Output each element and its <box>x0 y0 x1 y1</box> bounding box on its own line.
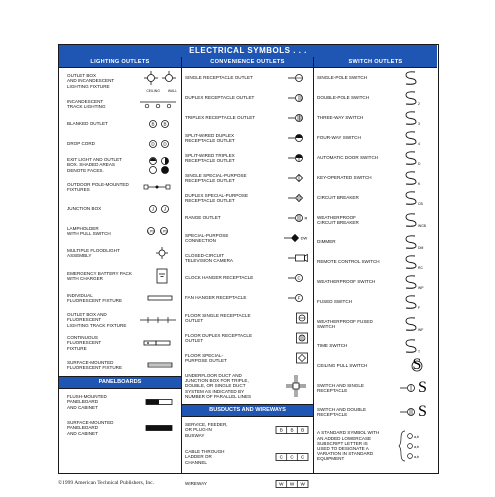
list-item <box>59 198 181 220</box>
variant-symbol <box>408 454 413 459</box>
switch-double-receptacle-icon <box>399 405 429 419</box>
switch-subscript: F <box>418 306 421 310</box>
item-label: FUSED SWITCH <box>317 299 352 305</box>
item-label: MULTIPLE FLOODLIGHT ASSEMBLY <box>67 247 120 258</box>
four-way-switch-icon <box>403 130 429 146</box>
item-label: DOUBLE-POLE SWITCH <box>317 95 370 101</box>
symbol-letter: B <box>290 427 294 433</box>
item-label: EMERGENCY BATTERY PACK WITH CHARGER <box>67 270 132 281</box>
variant-symbol <box>408 444 413 449</box>
item-label: FLOOR DUPLEX RECEPTACLE OUTLET <box>185 332 253 343</box>
list-item <box>182 208 313 228</box>
item-label: TIME SWITCH <box>317 343 348 349</box>
item-label: FLUSH-MOUNTED PANELBOARD AND CABINET <box>67 394 107 410</box>
symbol-letter: L PS <box>160 229 168 234</box>
list-item <box>59 288 181 308</box>
list-item <box>182 228 313 248</box>
time-switch-icon <box>403 338 429 354</box>
list-item <box>59 154 181 176</box>
dimmer-icon <box>403 234 429 250</box>
floor-special-icon <box>295 352 309 364</box>
switch-subscript: 3 <box>418 122 420 126</box>
item-label: EXIT LIGHT AND OUTLET BOX. SHADED AREAS DENOTE FACES. <box>67 157 122 173</box>
item-label: WEATHERPROOF FUSED SWITCH <box>317 318 373 329</box>
list-item <box>314 252 437 272</box>
remote-switch-icon <box>403 254 429 270</box>
switch-s-glyph <box>406 132 416 144</box>
clock-hanger-icon <box>287 273 309 283</box>
switch-header: SWITCH OUTLETS <box>314 57 437 68</box>
item-label: CABLE THROUGH LADDER OR CHANNEL <box>185 449 225 465</box>
symbol-letter: R <box>304 215 308 221</box>
list-item <box>314 188 437 208</box>
symbol-letter: D <box>151 141 155 147</box>
battery-pack-icon <box>155 267 169 285</box>
switch-single-receptacle-icon <box>399 381 429 395</box>
switch-s-glyph <box>406 256 416 268</box>
symbol-letter: W <box>300 481 305 487</box>
switch-s-glyph <box>406 72 416 84</box>
list-item <box>59 354 181 376</box>
switch-s-glyph <box>406 192 416 204</box>
blanked-outlet-icon <box>147 118 171 130</box>
item-label: INDIVIDUAL FLUORESCENT FIXTURE <box>67 292 123 303</box>
item-label: BLANKED OUTLET <box>67 121 108 127</box>
split-duplex-icon <box>287 133 309 143</box>
list-item <box>182 348 313 368</box>
subscript-letters: a,b <box>414 435 419 439</box>
item-label: SINGLE RECEPTACLE OUTLET <box>185 75 253 81</box>
item-label: UNDERFLOOR DUCT AND JUNCTION BOX FOR TRIPLE, DOUBLE, OR SINGLE DUCT SYSTEM AS INDICATED BY NUMBER OF PARALLEL LINES <box>185 372 252 399</box>
floodlight-icon <box>155 246 169 260</box>
special-connection-icon <box>283 233 309 243</box>
symbol-letter: B <box>163 121 167 127</box>
item-label: OUTDOOR POLE-MOUNTED FIXTURES <box>67 181 129 192</box>
continuous-fluorescent-icon <box>143 339 173 347</box>
wp-circuit-breaker-icon <box>403 212 429 228</box>
symbol-letter: B <box>279 427 283 433</box>
item-label: SURFACE-MOUNTED FLUORESCENT FIXTURE <box>67 359 123 370</box>
list-item <box>59 332 181 354</box>
list-item <box>59 242 181 264</box>
brace-icon <box>399 431 405 461</box>
caption-wall: WALL <box>167 89 177 93</box>
switch-letter: S <box>418 403 427 420</box>
list-item <box>182 308 313 328</box>
symbol-letter: W <box>289 481 295 487</box>
duplex-receptacle-icon <box>287 93 309 103</box>
item-label: JUNCTION BOX <box>67 206 102 212</box>
switch-subscript: WP <box>418 286 424 290</box>
switch-s-glyph <box>406 214 416 226</box>
list-item <box>314 108 437 128</box>
subscript-letters: a,b <box>414 455 419 459</box>
track-lighting-icon <box>139 99 177 109</box>
list-item <box>314 336 437 356</box>
flush-panelboard-icon <box>145 398 173 406</box>
switch-s-glyph <box>406 172 416 184</box>
switch-column <box>314 57 437 473</box>
symbol-letter: C <box>279 454 283 460</box>
surface-fluorescent-icon <box>147 361 173 369</box>
special-single-icon <box>287 173 309 183</box>
list-item <box>59 415 181 441</box>
caption-ceiling: CEILING <box>146 89 160 93</box>
item-label: DUPLEX SPECIAL-PURPOSE RECEPTACLE OUTLET <box>185 192 249 203</box>
busducts-header: BUSDUCTS AND WIREWAYS <box>182 404 313 417</box>
convenience-header: CONVENIENCE OUTLETS <box>182 57 313 68</box>
switch-subscript: K <box>418 182 421 186</box>
underfloor-duct-icon <box>285 374 307 398</box>
switch-subscript: WF <box>418 328 424 332</box>
list-item <box>314 356 437 376</box>
switch-s-glyph <box>406 318 416 330</box>
item-label: DROP CORD <box>67 141 95 147</box>
item-label: INCANDESCENT TRACK LIGHTING <box>67 98 106 109</box>
list-item <box>314 168 437 188</box>
switch-subscript: D <box>418 162 421 166</box>
list-item <box>59 264 181 288</box>
exit-light-icon <box>147 156 171 174</box>
single-receptacle-icon <box>287 73 309 83</box>
junction-box-icon <box>147 203 171 215</box>
switch-letter: S <box>412 356 422 373</box>
switch-s-glyph <box>406 340 416 352</box>
item-label: KEY-OPERATED SWITCH <box>317 175 372 181</box>
list-item <box>59 308 181 332</box>
floor-single-icon <box>295 312 309 324</box>
item-label: FLOOR SINGLE RECEPTACLE OUTLET <box>185 312 251 323</box>
list-item <box>314 376 437 400</box>
fluorescent-fixture-icon <box>147 294 173 302</box>
lighting-column <box>59 57 182 473</box>
item-label: OUTLET BOX AND FLUORESCENT LIGHTING TRACK FIXTURE <box>67 312 127 328</box>
list-item <box>182 288 313 308</box>
cctv-camera-icon <box>287 253 309 263</box>
item-label: SINGLE-POLE SWITCH <box>317 75 368 81</box>
split-triplex-icon <box>287 153 309 163</box>
chart-title: ELECTRICAL SYMBOLS . . . <box>59 45 437 57</box>
fluorescent-track-icon <box>139 315 177 325</box>
item-label: FLOOR SPECIAL- PURPOSE OUTLET <box>185 352 227 363</box>
wp-switch-icon <box>403 274 429 290</box>
item-label: CONTINUOUS FLUORESCENT FIXTURE <box>67 335 102 351</box>
list-item <box>182 417 313 443</box>
item-label: CLOSED-CIRCUIT TELEVISION CAMERA <box>185 252 233 263</box>
double-pole-switch-icon <box>403 90 429 106</box>
list-item <box>59 389 181 415</box>
item-label: SPLIT-WIRED DUPLEX RECEPTACLE OUTLET <box>185 132 235 143</box>
symbol-letter: F <box>297 295 301 301</box>
item-label: DIMMER <box>317 239 336 245</box>
list-item <box>314 232 437 252</box>
convenience-column <box>182 57 314 487</box>
item-label: SPLIT-WIRED TRIPLEX RECEPTACLE OUTLET <box>185 152 235 163</box>
item-label: TRIPLEX RECEPTACLE OUTLET <box>185 115 256 121</box>
item-label: AUTOMATIC DOOR SWITCH <box>317 155 379 161</box>
list-item <box>314 88 437 108</box>
item-label: DUPLEX RECEPTACLE OUTLET <box>185 95 255 101</box>
cable-channel-icon <box>275 452 309 462</box>
list-item <box>182 128 313 148</box>
item-label: CIRCUIT BREAKER <box>317 195 359 201</box>
range-outlet-icon <box>287 213 309 223</box>
outlet-captions <box>146 89 177 93</box>
symbol-letter: J <box>163 206 167 212</box>
list-item <box>59 94 181 114</box>
subscript-variation-icon <box>399 429 429 463</box>
surface-panelboard-icon <box>145 424 173 432</box>
symbol-letter: W <box>279 481 284 487</box>
item-label: REMOTE CONTROL SWITCH <box>317 259 380 265</box>
item-label: RANGE OUTLET <box>185 215 221 221</box>
item-label: SERVICE, FEEDER, OR PLUG-IN BUSWAY <box>185 422 228 438</box>
switch-list <box>314 68 437 468</box>
item-label: CLOCK HANGER RECEPTACLE <box>185 275 254 281</box>
switch-subscript: WCB <box>418 224 426 228</box>
symbol-letter: DW <box>300 235 308 241</box>
busway-icon <box>275 425 309 435</box>
list-item <box>314 148 437 168</box>
symbol-letter: J <box>151 206 155 212</box>
list-item <box>314 128 437 148</box>
item-label: WEATHERPROOF CIRCUIT BREAKER <box>317 214 359 225</box>
list-item <box>314 424 437 468</box>
ceiling-pull-switch-icon <box>407 356 429 373</box>
pole-fixture-icon <box>143 181 171 193</box>
item-label: SURFACE-MOUNTED PANELBOARD AND CABINET <box>67 420 114 436</box>
list-item <box>182 268 313 288</box>
fused-switch-icon <box>403 294 429 310</box>
list-item <box>314 68 437 88</box>
item-label: SINGLE SPECIAL-PURPOSE RECEPTACLE OUTLET <box>185 172 247 183</box>
item-label: WEATHERPROOF SWITCH <box>317 279 376 285</box>
lampholder-icon <box>145 225 171 237</box>
subscript-letters: a,b <box>414 445 419 449</box>
list-item <box>314 272 437 292</box>
single-pole-switch-icon <box>403 70 429 86</box>
list-item <box>182 248 313 268</box>
switch-subscript: T <box>418 350 421 354</box>
item-label: OUTLET BOX AND INCANDESCENT LIGHTING FIXTURE <box>67 73 115 89</box>
list-item <box>59 220 181 242</box>
switch-s-glyph <box>406 296 416 308</box>
panelboards-header: PANELBOARDS <box>59 376 181 389</box>
wp-fused-switch-icon <box>403 316 429 332</box>
item-label: FOUR-WAY SWITCH <box>317 135 361 141</box>
list-item <box>182 443 313 471</box>
switch-subscript: DM <box>418 246 424 250</box>
switch-s-glyph <box>406 152 416 164</box>
item-label: WIREWAY <box>185 481 207 487</box>
item-label: LAMPHOLDER WITH PULL SWITCH <box>67 225 111 236</box>
list-item <box>314 312 437 336</box>
floor-duplex-icon <box>295 332 309 344</box>
list-item <box>182 471 313 497</box>
list-item <box>182 168 313 188</box>
switch-letter: S <box>418 379 427 396</box>
copyright: ©1999 American Technical Publishers, Inc. <box>58 480 154 486</box>
item-label: THREE-WAY SWITCH <box>317 115 364 121</box>
drop-cord-icon <box>147 138 171 150</box>
list-item <box>182 188 313 208</box>
special-duplex-icon <box>287 193 309 203</box>
three-way-switch-icon <box>403 110 429 126</box>
door-switch-icon <box>403 150 429 166</box>
switch-subscript: 2 <box>418 102 420 106</box>
list-item <box>314 400 437 424</box>
list-item <box>182 88 313 108</box>
switch-subscript: 4 <box>418 142 420 146</box>
switch-s-glyph <box>406 92 416 104</box>
list-item <box>314 208 437 232</box>
fan-hanger-icon <box>287 293 309 303</box>
item-label: FAN HANGER RECEPTACLE <box>185 295 247 301</box>
switch-s-glyph <box>406 112 416 124</box>
item-label: SPECIAL-PURPOSE CONNECTION <box>185 232 229 243</box>
symbol-letter: B <box>151 121 155 127</box>
switch-subscript: CB <box>418 202 423 206</box>
item-label: A STANDARD SYMBOL WITH AN ADDED LOWERCASE SUBSCRIPT LETTER IS USED TO DESIGNATE A VARIATION IN STANDARD EQUIPMENT <box>317 430 380 462</box>
symbol-letter: B <box>301 427 305 433</box>
list-item <box>182 68 313 88</box>
list-item <box>182 148 313 168</box>
list-item <box>59 176 181 198</box>
list-item <box>182 328 313 348</box>
item-label: CEILING PULL SWITCH <box>317 363 368 369</box>
list-item <box>182 368 313 404</box>
wireway-icon <box>275 479 309 489</box>
symbol-letter: C <box>301 454 305 460</box>
triplex-receptacle-icon <box>287 113 309 123</box>
list-item <box>59 114 181 134</box>
key-switch-icon <box>403 170 429 186</box>
item-label: SWITCH AND DOUBLE RECEPTACLE <box>317 406 367 417</box>
list-item <box>59 134 181 154</box>
symbol-letter: C <box>297 275 301 281</box>
switch-s-glyph <box>406 276 416 288</box>
symbol-letter: L PS <box>147 229 155 234</box>
list-item <box>314 292 437 312</box>
lighting-header: LIGHTING OUTLETS <box>59 57 181 68</box>
variant-symbol <box>408 434 413 439</box>
list-item <box>182 108 313 128</box>
symbol-letter: C <box>290 454 294 460</box>
switch-s-glyph <box>406 236 416 248</box>
item-label: SWITCH AND SINGLE RECEPTACLE <box>317 382 364 393</box>
symbol-letter: D <box>163 141 167 147</box>
switch-subscript: RC <box>418 266 423 270</box>
circuit-breaker-icon <box>403 190 429 206</box>
